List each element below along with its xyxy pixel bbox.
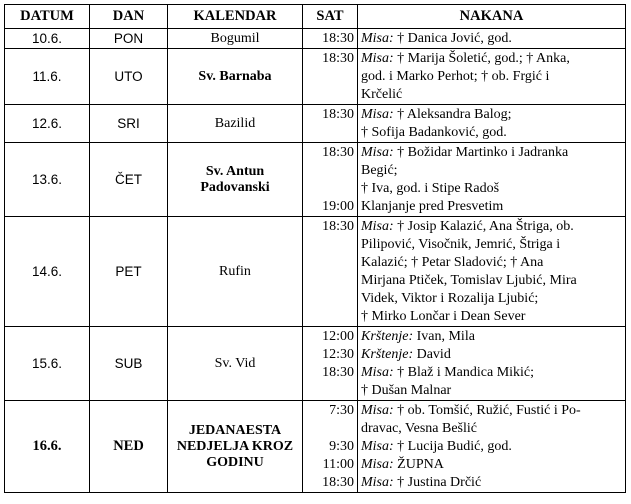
time-value: 12:30 (322, 347, 354, 362)
row-times (303, 327, 358, 401)
time-value: 12:00 (322, 329, 354, 344)
intention-line (361, 106, 622, 124)
intention-text: Kalazić; † Petar Sladović; † Ana (361, 255, 544, 270)
intention-line (361, 68, 622, 86)
intention-line (361, 162, 622, 180)
intention-text: † Lucija Budić, god. (397, 439, 512, 454)
intention-text: † Danica Jović, god. (397, 31, 512, 46)
schedule-row (5, 143, 626, 217)
time-value: 18:30 (322, 107, 354, 122)
schedule-row (5, 327, 626, 401)
row-date: 15.6. (5, 327, 90, 401)
header-calendar: KALENDAR (168, 5, 303, 29)
intention-line (361, 272, 622, 290)
row-date: 14.6. (5, 217, 90, 327)
intention-label: Misa: (361, 145, 394, 160)
row-date: 11.6. (5, 49, 90, 105)
intention-text: † Iva, god. i Stipe Radoš (361, 181, 500, 196)
intention-label: Misa: (361, 365, 394, 380)
intention-text: † Marija Šoletić, god.; † Anka, (397, 51, 570, 66)
intention-text: † ob. Tomšić, Ružić, Fustić i Po- (397, 403, 581, 418)
intention-text: Videk, Viktor i Rozalija Ljubić; (361, 291, 539, 306)
intention-line (361, 364, 622, 382)
row-times (303, 217, 358, 327)
time-value: 18:30 (322, 31, 354, 46)
row-date: 13.6. (5, 143, 90, 217)
schedule-row (5, 105, 626, 143)
intention-line (361, 290, 622, 308)
intention-label: Krštenje: (361, 347, 414, 362)
schedule-row (5, 29, 626, 49)
intention-line (361, 198, 622, 216)
intention-text: Begić; (361, 163, 398, 178)
row-intentions (358, 327, 626, 401)
intention-line (361, 420, 622, 438)
time-value: 7:30 (329, 403, 354, 418)
intention-text: † Božidar Martinko i Jadranka (397, 145, 569, 160)
intention-text: † Aleksandra Balog; (397, 107, 512, 122)
row-intentions (358, 29, 626, 49)
intention-line (361, 254, 622, 272)
row-day: SUB (90, 327, 168, 401)
intention-text: Mirjana Ptiček, Tomislav Ljubić, Mira (361, 273, 577, 288)
row-day: ČET (90, 143, 168, 217)
intention-text: Pilipović, Visočnik, Jemrić, Štriga i (361, 237, 561, 252)
intention-line (361, 218, 622, 236)
intention-text: † Justina Drčić (397, 475, 482, 490)
intention-line (361, 346, 622, 364)
intention-line (361, 124, 622, 142)
row-times (303, 105, 358, 143)
header-row (5, 5, 626, 29)
intention-line (361, 236, 622, 254)
header-time: SAT (303, 5, 358, 29)
intention-line (361, 180, 622, 198)
intention-label: Misa: (361, 457, 394, 472)
intention-line (361, 328, 622, 346)
row-calendar: JEDANAESTA NEDJELJA KROZ GODINU (168, 401, 303, 493)
time-value: 19:00 (322, 199, 354, 214)
schedule-row (5, 217, 626, 327)
intention-line (361, 438, 622, 456)
intention-line (361, 144, 622, 162)
intention-line (361, 456, 622, 474)
intention-text: god. i Marko Perhot; † ob. Frgić i (361, 69, 550, 84)
row-times (303, 49, 358, 105)
intention-line (361, 30, 622, 48)
intention-line (361, 474, 622, 492)
row-calendar: Sv. Antun Padovanski (168, 143, 303, 217)
intention-text: † Mirko Lončar i Dean Sever (361, 309, 526, 324)
header-date: DATUM (5, 5, 90, 29)
intention-line (361, 308, 622, 326)
intention-text: David (416, 347, 451, 362)
time-value: 18:30 (322, 365, 354, 380)
intention-label: Misa: (361, 219, 394, 234)
intention-label: Misa: (361, 107, 394, 122)
time-spacer (306, 162, 354, 180)
intention-text: † Blaž i Mandica Mikić; (397, 365, 535, 380)
intention-label: Misa: (361, 475, 394, 490)
row-calendar: Rufin (168, 217, 303, 327)
row-times (303, 29, 358, 49)
time-spacer (306, 420, 354, 438)
row-intentions (358, 401, 626, 493)
schedule-row (5, 49, 626, 105)
intention-text: ŽUPNA (397, 457, 444, 472)
intention-line (361, 50, 622, 68)
row-times (303, 401, 358, 493)
schedule-table (4, 4, 626, 493)
row-calendar: Bogumil (168, 29, 303, 49)
header-day: DAN (90, 5, 168, 29)
time-value: 9:30 (329, 439, 354, 454)
intention-text: † Sofija Badanković, god. (361, 125, 507, 140)
row-times (303, 143, 358, 217)
row-day: PET (90, 217, 168, 327)
time-value: 18:30 (322, 475, 354, 490)
intention-text: † Dušan Malnar (361, 383, 452, 398)
intention-text: † Josip Kalazić, Ana Štriga, ob. (397, 219, 574, 234)
row-intentions (358, 105, 626, 143)
row-calendar: Sv. Barnaba (168, 49, 303, 105)
row-day: NED (90, 401, 168, 493)
time-value: 11:00 (322, 457, 354, 472)
intention-text: Krčelić (361, 87, 403, 102)
row-intentions (358, 217, 626, 327)
header-intention: NAKANA (358, 5, 626, 29)
intention-label: Krštenje: (361, 329, 414, 344)
row-intentions (358, 143, 626, 217)
row-calendar: Bazilid (168, 105, 303, 143)
row-date: 12.6. (5, 105, 90, 143)
intention-text: dravac, Vesna Bešlić (361, 421, 477, 436)
row-day: PON (90, 29, 168, 49)
row-date: 16.6. (5, 401, 90, 493)
intention-label: Misa: (361, 403, 394, 418)
row-date: 10.6. (5, 29, 90, 49)
time-value: 18:30 (322, 145, 354, 160)
intention-label: Misa: (361, 51, 394, 66)
intention-text: Ivan, Mila (416, 329, 475, 344)
intention-line (361, 86, 622, 104)
time-value: 18:30 (322, 51, 354, 66)
row-day: SRI (90, 105, 168, 143)
intention-line (361, 402, 622, 420)
time-spacer (306, 180, 354, 198)
intention-text: Klanjanje pred Presvetim (361, 199, 504, 214)
row-intentions (358, 49, 626, 105)
time-value: 18:30 (322, 219, 354, 234)
row-day: UTO (90, 49, 168, 105)
schedule-row (5, 401, 626, 493)
intention-label: Misa: (361, 439, 394, 454)
row-calendar: Sv. Vid (168, 327, 303, 401)
intention-line (361, 382, 622, 400)
intention-label: Misa: (361, 31, 394, 46)
